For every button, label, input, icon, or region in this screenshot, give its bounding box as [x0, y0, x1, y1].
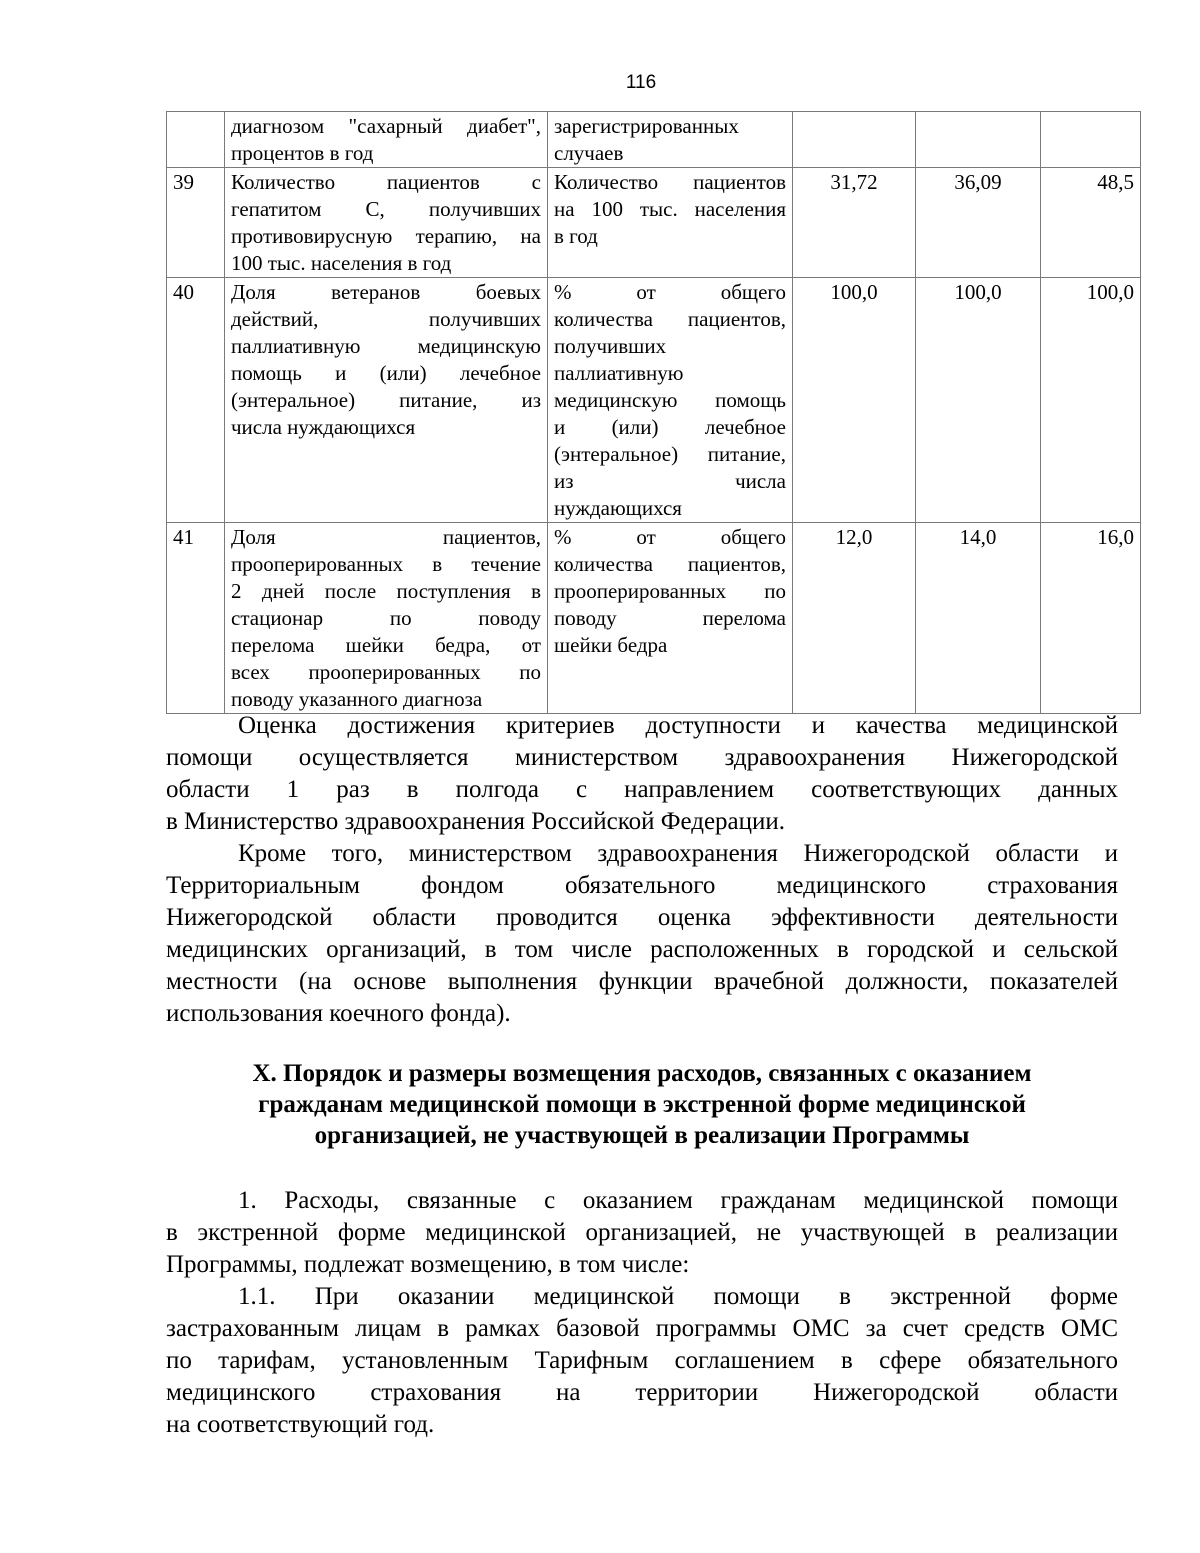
- cell-line: в год: [554, 224, 598, 248]
- cell-line: прооперированных в течение: [231, 552, 541, 576]
- value-cell-1: 100,0: [793, 278, 916, 523]
- cell-line: из числа: [554, 469, 786, 493]
- paragraph-line: по тарифам, установленным Тарифным соглашением в сфере обязательного: [166, 1347, 1118, 1374]
- heading-line: X. Порядок и размеры возмещения расходов, связанных с оказанием: [252, 1060, 1032, 1087]
- cell-line: поводу перелома: [554, 606, 786, 630]
- cell-line: и (или) лечебное: [554, 415, 786, 439]
- criterion-cell: [225, 112, 548, 168]
- paragraph-line: в экстренной форме медицинской организацией, не участвующей в реализации: [166, 1219, 1118, 1246]
- table-row: [167, 523, 1141, 714]
- value-cell-1: 12,0: [793, 523, 916, 714]
- unit-cell: [548, 168, 793, 278]
- table-row: [167, 112, 1141, 168]
- cell-line: (энтеральное) питание, из: [231, 388, 541, 412]
- paragraph-line: Программы, подлежат возмещению, в том числе:: [166, 1251, 690, 1278]
- cell-line: противовирусную терапию, на: [231, 224, 541, 248]
- cell-line: Количество пациентов: [554, 170, 786, 194]
- cell-line: получивших: [554, 334, 667, 358]
- cell-line: всех прооперированных по: [231, 660, 541, 684]
- cell-line: Доля ветеранов боевых: [231, 280, 541, 304]
- paragraph-line: Территориальным фондом обязательного медицинского страхования: [166, 872, 1118, 899]
- paragraph-line: Нижегородской области проводится оценка эффективности деятельности: [166, 904, 1118, 931]
- criterion-cell: [225, 523, 548, 714]
- heading-line: организацией, не участвующей в реализации Программы: [314, 1122, 970, 1149]
- cell-line: процентов в год: [231, 141, 374, 165]
- cell-line: паллиативную: [554, 361, 684, 385]
- cell-line: действий, получивших: [231, 307, 541, 331]
- row-number-cell: 39: [167, 168, 225, 278]
- value-cell-2: 14,0: [916, 523, 1041, 714]
- paragraph-line: в Министерство здравоохранения Российской Федерации.: [166, 808, 786, 835]
- unit-cell: [548, 112, 793, 168]
- paragraph-line: помощи осуществляется министерством здравоохранения Нижегородской: [166, 744, 1118, 771]
- cell-line: нуждающихся: [554, 496, 682, 520]
- value-cell-3: [1041, 112, 1141, 168]
- heading-line: гражданам медицинской помощи в экстренной форме медицинской: [258, 1091, 1026, 1118]
- cell-line: числа нуждающихся: [231, 415, 416, 439]
- cell-line: перелома шейки бедра, от: [231, 633, 541, 657]
- row-number-cell: [167, 112, 225, 168]
- cell-line: медицинскую помощь: [554, 388, 786, 412]
- paragraph-line: использования коечного фонда).: [166, 1000, 511, 1027]
- paragraph-line: 1.1. При оказании медицинской помощи в экстренной форме: [238, 1283, 1118, 1310]
- value-cell-3: 100,0: [1041, 278, 1141, 523]
- cell-line: 100 тыс. населения в год: [231, 251, 452, 275]
- criterion-cell: [225, 278, 548, 523]
- value-cell-2: [916, 112, 1041, 168]
- value-cell-1: 31,72: [793, 168, 916, 278]
- cell-line: зарегистрированных: [554, 114, 739, 138]
- paragraph-efficiency: [166, 838, 1118, 1030]
- cell-line: прооперированных по: [554, 579, 786, 603]
- page-number: 116: [625, 72, 657, 93]
- cell-line: гепатитом С, получивших: [231, 197, 541, 221]
- paragraph-line: области 1 раз в полгода с направлением соответствующих данных: [166, 776, 1118, 803]
- paragraph-line: медицинского страхования на территории Нижегородской области: [166, 1379, 1118, 1406]
- unit-cell: [548, 278, 793, 523]
- value-cell-2: 36,09: [916, 168, 1041, 278]
- paragraph-line: Кроме того, министерством здравоохранения Нижегородской области и: [238, 840, 1118, 867]
- cell-line: количества пациентов,: [554, 307, 786, 331]
- cell-line: стационар по поводу: [231, 606, 541, 630]
- value-cell-3: 48,5: [1041, 168, 1141, 278]
- cell-line: шейки бедра: [554, 633, 668, 657]
- cell-line: помощь и (или) лечебное: [231, 361, 541, 385]
- cell-line: (энтеральное) питание,: [554, 442, 786, 466]
- cell-line: на 100 тыс. населения: [554, 197, 786, 221]
- cell-line: случаев: [554, 141, 624, 165]
- paragraph-line: 1. Расходы, связанные с оказанием гражданам медицинской помощи: [238, 1187, 1118, 1214]
- row-number-cell: 41: [167, 523, 225, 714]
- paragraph-line: местности (на основе выполнения функции врачебной должности, показателей: [166, 968, 1118, 995]
- paragraph-assessment: [166, 710, 1118, 838]
- paragraph-line: застрахованным лицам в рамках базовой программы ОМС за счет средств ОМС: [166, 1315, 1118, 1342]
- paragraph-expenses: [166, 1185, 1118, 1281]
- value-cell-2: 100,0: [916, 278, 1041, 523]
- value-cell-3: 16,0: [1041, 523, 1141, 714]
- cell-line: паллиативную медицинскую: [231, 334, 541, 358]
- table-row: [167, 168, 1141, 278]
- criterion-cell: [225, 168, 548, 278]
- paragraph-item-1-1: [166, 1281, 1118, 1441]
- cell-line: поводу указанного диагноза: [231, 687, 483, 711]
- criteria-table: [166, 111, 1141, 714]
- cell-line: Количество пациентов с: [231, 170, 541, 194]
- cell-line: % от общего: [554, 280, 786, 304]
- table-row: [167, 278, 1141, 523]
- paragraph-line: на соответствующий год.: [166, 1411, 435, 1438]
- cell-line: % от общего: [554, 525, 786, 549]
- cell-line: количества пациентов,: [554, 552, 786, 576]
- unit-cell: [548, 523, 793, 714]
- row-number-cell: 40: [167, 278, 225, 523]
- paragraph-line: медицинских организаций, в том числе расположенных в городской и сельской: [166, 936, 1118, 963]
- cell-line: 2 дней после поступления в: [231, 579, 541, 603]
- value-cell-1: [793, 112, 916, 168]
- cell-line: Доля пациентов,: [231, 525, 541, 549]
- cell-line: диагнозом "сахарный диабет",: [231, 114, 541, 138]
- section-heading: [166, 1058, 1118, 1151]
- paragraph-line: Оценка достижения критериев доступности и качества медицинской: [238, 712, 1118, 739]
